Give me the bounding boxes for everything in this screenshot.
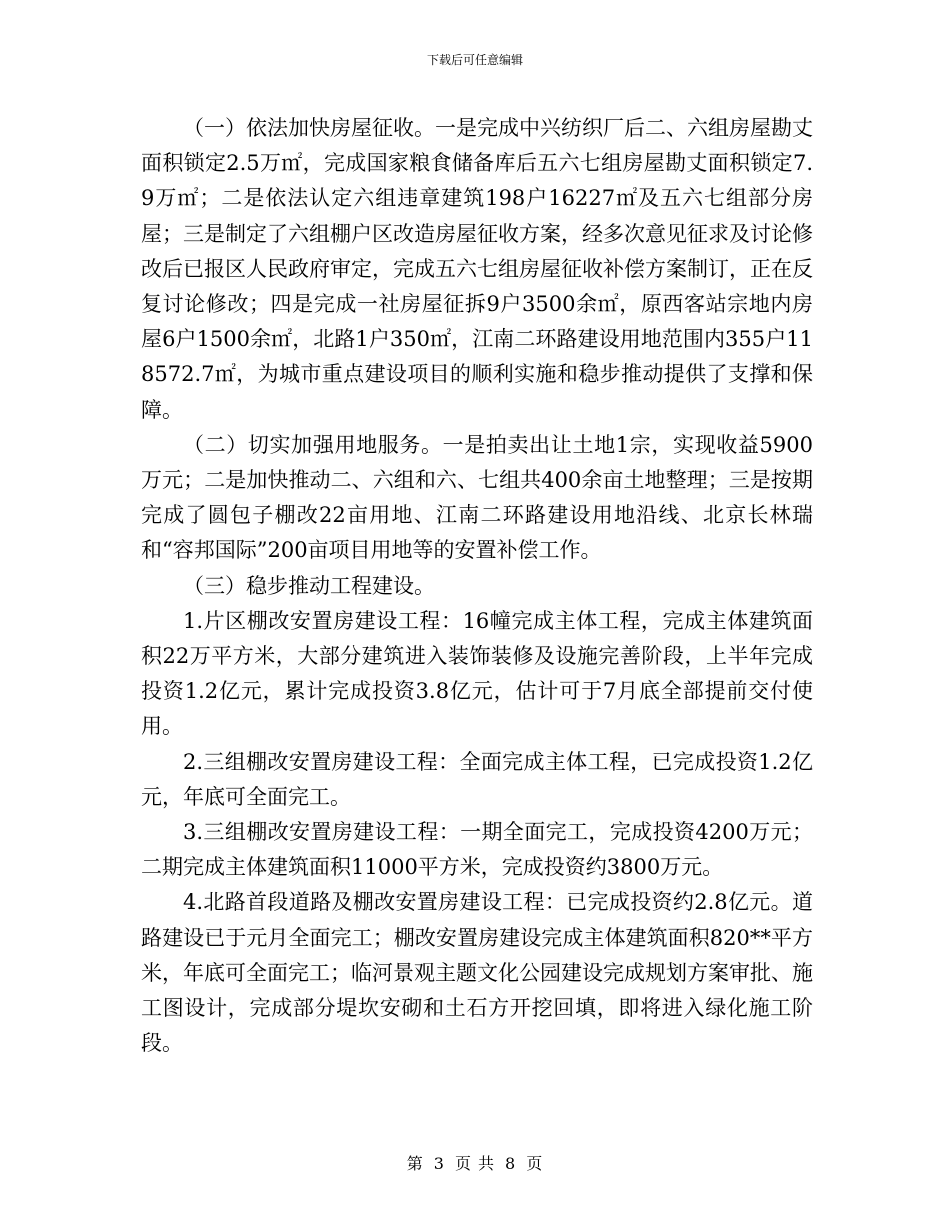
paragraph-item-1: 1.片区棚改安置房建设工程：16幢完成主体工程，完成主体建筑面积22万平方米，大部分建筑进入装饰装修及设施完善阶段，上半年完成投资1.2亿元，累计完成投资3.8亿元，估计可于7月底全部提前交付使用。 [141,608,813,739]
paragraph-item-2: 2.三组棚改安置房建设工程：全面完成主体工程，已完成投资1.2亿元，年底可全面完工。 [141,749,813,809]
page-footer [0,1154,950,1174]
paragraph-housing-expropriation: （一）依法加快房屋征收。一是完成中兴纺织厂后二、六组房屋勘丈面积锁定2.5万㎡，完成国家粮食储备库后五六七组房屋勘丈面积锁定7.9万㎡；二是依法认定六组违章建筑198户16227㎡及五六七组部分房屋；三是制定了六组棚户区改造房屋征收方案，经多次意见征求及讨论修改后已报区人民政府审定，完成五六七组房屋征收补偿方案制订，正在反复讨论修改；四是完成一社房屋征拆9户3500余㎡，原西客站宗地内房屋6户1500余㎡，北路1户350㎡，江南二环路建设用地范围内355户118572.7㎡，为城市重点建设项目的顺利实施和稳步推动提供了支撑和保障。 [141,116,813,422]
current-page-number: 3 [433,1154,445,1173]
page-number-suffix: 页 [526,1154,544,1173]
total-page-count: 8 [505,1154,517,1173]
header-text: 下载后可任意编辑 [426,53,523,67]
paragraph-item-4: 4.北路首段道路及棚改安置房建设工程：已完成投资约2.8亿元。道路建设已于元月全面完工；棚改安置房建设完成主体建筑面积820**平方米，年底可全面完工；临河景观主题文化公园建设完成规划方案审批、施工图设计，完成部分堤坎安砌和土石方开挖回填，即将进入绿化施工阶段。 [141,890,813,1056]
page-number-middle: 页 共 [454,1154,496,1173]
paragraph-item-3: 3.三组棚改安置房建设工程：一期全面完工，完成投资4200万元；二期完成主体建筑面积11000平方米，完成投资约3800万元。 [141,820,813,880]
document-body [141,111,813,1061]
paragraph-construction-heading: （三）稳步推动工程建设。 [183,573,435,598]
paragraph-land-service: （二）切实加强用地服务。一是拍卖出让土地1宗，实现收益5900万元；二是加快推动二、六组和六、七组共400余亩土地整理；三是按期完成了圆包子棚改22亩用地、江南二环路建设用地沿线、北京长林瑞和“容邦国际”200亩项目用地等的安置补偿工作。 [141,432,813,563]
page-number-prefix: 第 [406,1154,424,1173]
page-header [0,52,950,68]
